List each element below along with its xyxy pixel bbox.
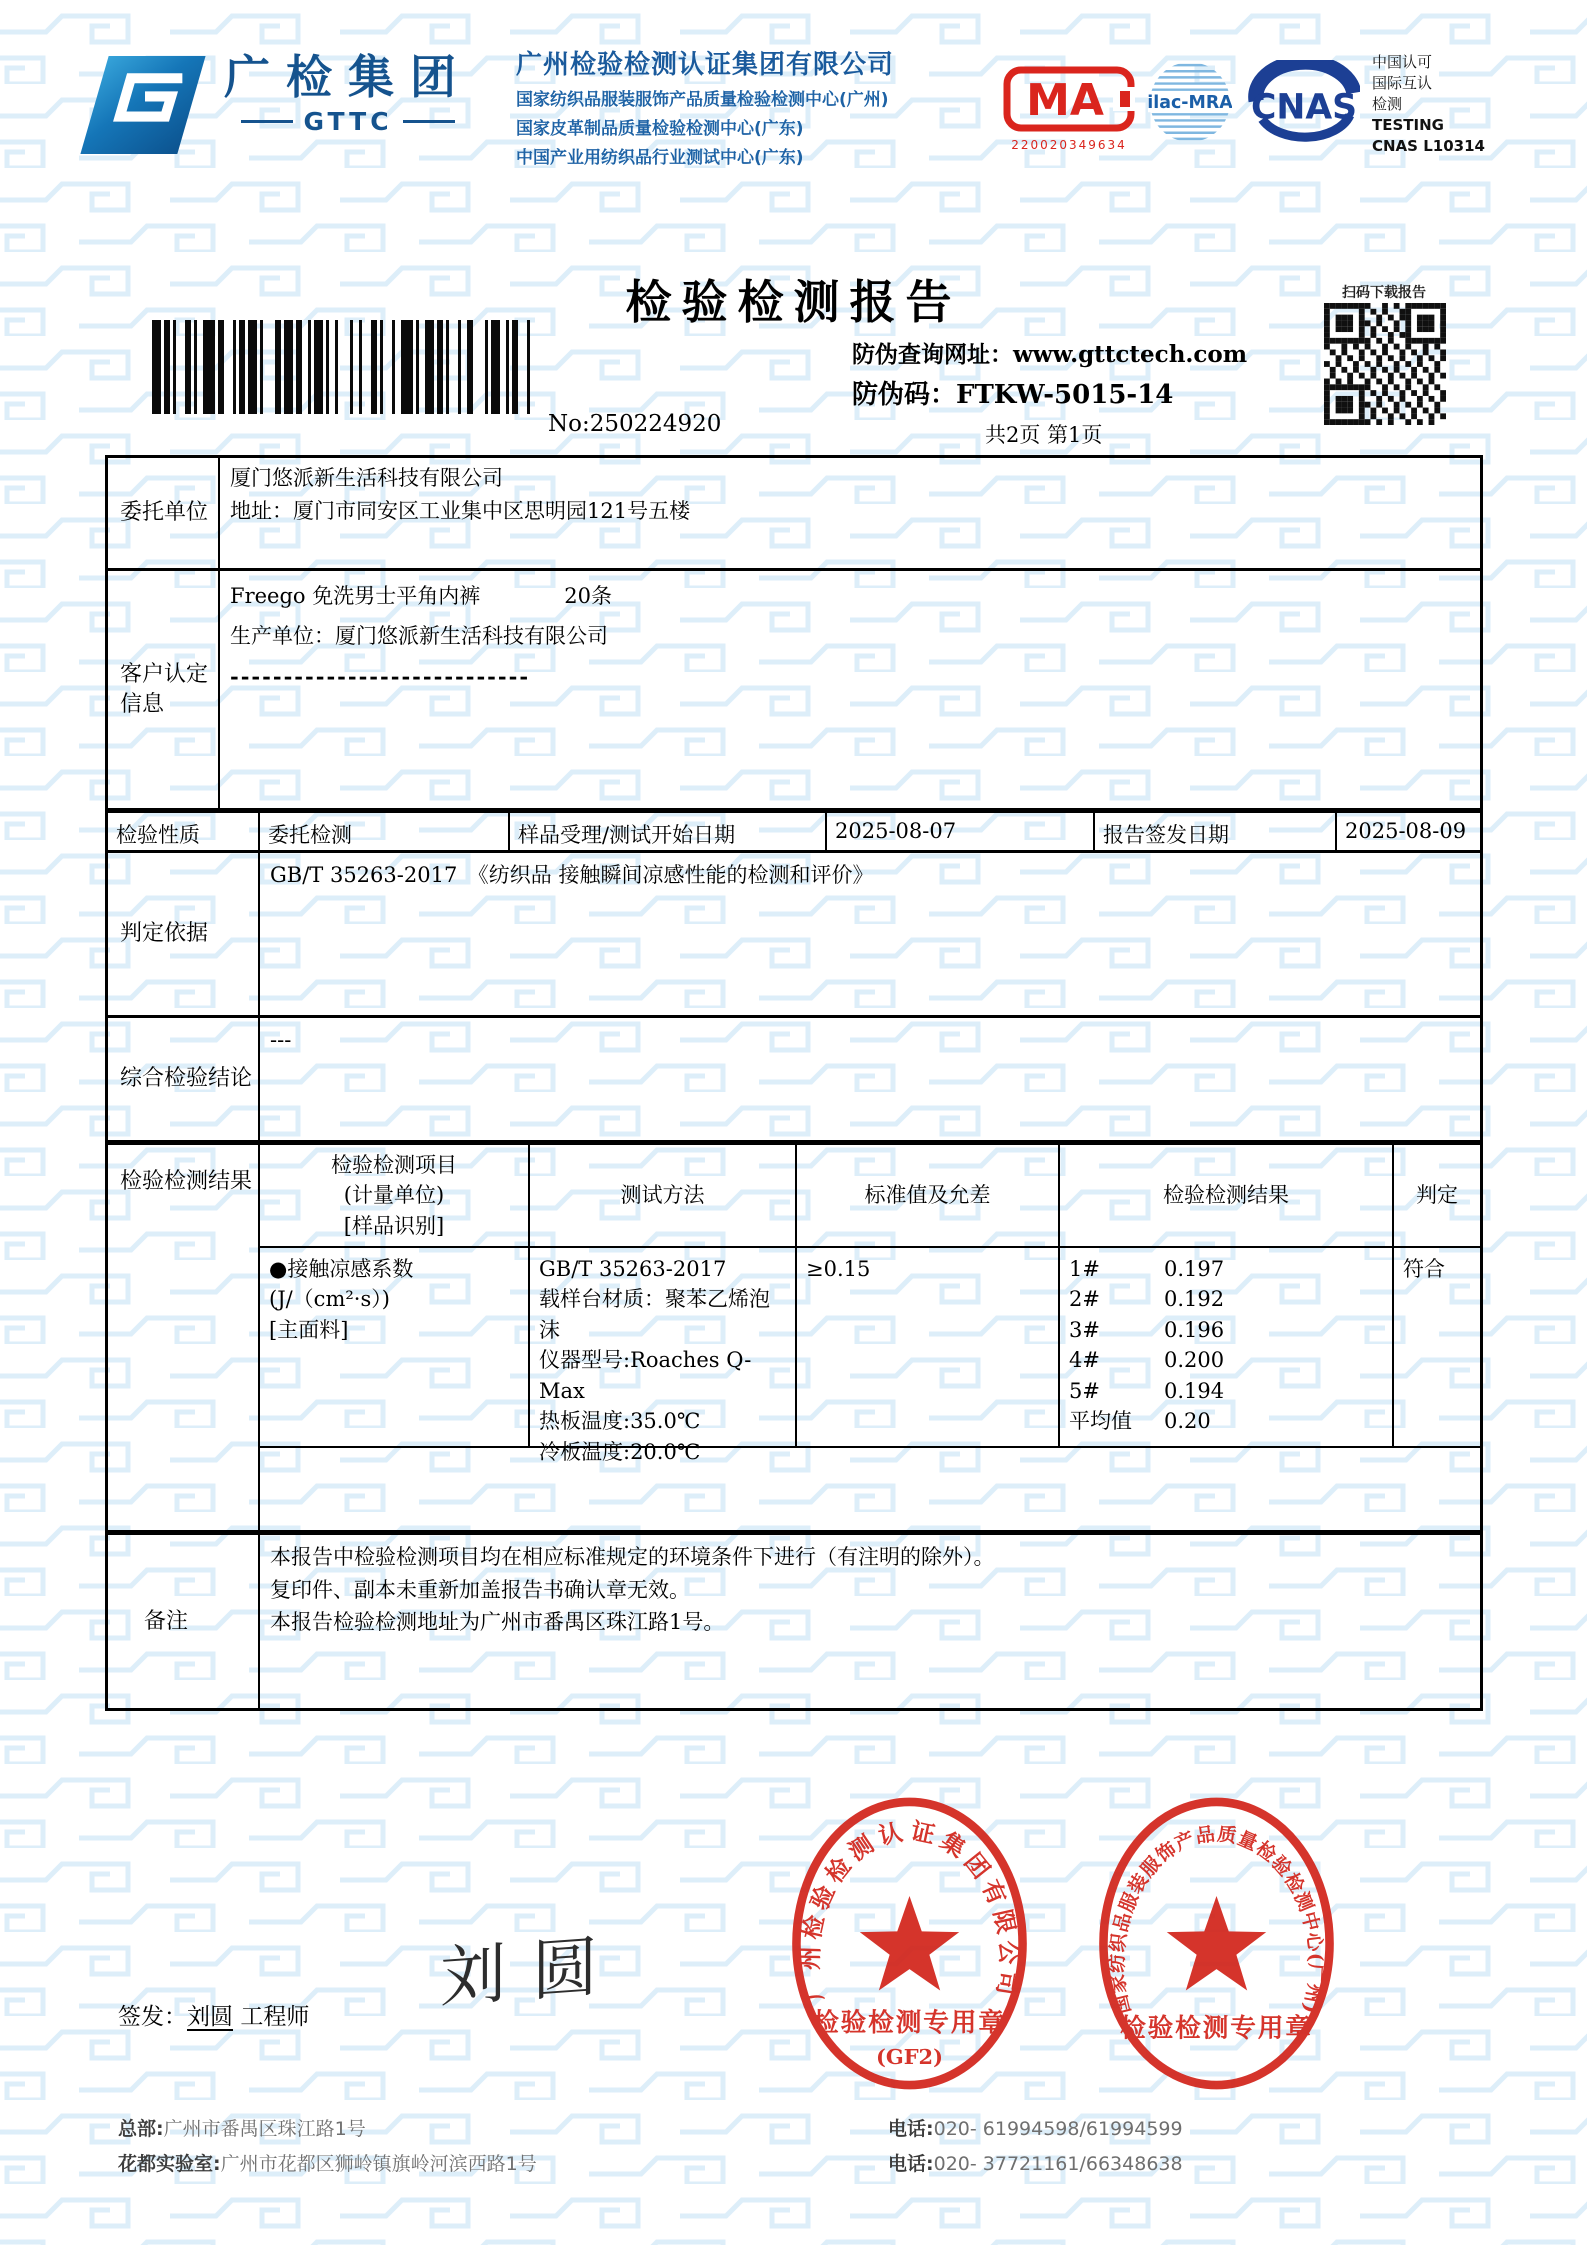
official-stamp-group <box>786 1790 1033 2097</box>
row-nature-dates <box>108 808 1480 850</box>
footer-row <box>118 2145 1478 2180</box>
org-center-line: 国家皮革制品质量检验检测中心(广东) <box>516 119 804 139</box>
footer-lab-label: 花都实验室: <box>118 2153 221 2175</box>
result-line-average: 平均值 0.20 <box>1069 1409 1211 1434</box>
cell-verdict: 符合 <box>1403 1257 1445 1281</box>
result-line: 3# 0.196 <box>1069 1317 1225 1342</box>
nature-value: 委托检测 <box>260 813 510 850</box>
svg-text:CNAS: CNAS <box>1250 87 1358 128</box>
issue-date: 2025-08-09 <box>1345 819 1467 843</box>
header-method: 测试方法 <box>530 1145 797 1246</box>
accreditation-text <box>1372 52 1485 157</box>
report-number: No:250224920 <box>548 411 722 437</box>
cnas-mark <box>1248 60 1360 148</box>
page-info: 共2页 第1页 <box>985 423 1103 447</box>
client-label: 委托单位 <box>108 458 220 568</box>
ilac-mra-mark <box>1148 60 1232 148</box>
accreditation-line: 国际互认 <box>1372 74 1433 92</box>
receive-date: 2025-08-07 <box>827 813 1095 850</box>
footer-phone: 020- 37721161/66348638 <box>933 2153 1183 2175</box>
accreditation-testing: TESTING <box>1372 116 1444 134</box>
barcode <box>152 320 536 414</box>
result-line: 2# 0.192 <box>1069 1287 1225 1312</box>
report-title: 检验检测报告 <box>625 275 962 329</box>
signature-line <box>118 1998 309 2031</box>
handwritten-signature: 刘圆 <box>440 1926 624 2017</box>
cnas-icon <box>1248 60 1360 144</box>
results-empty-strip <box>260 1448 1480 1530</box>
footer-phone-label: 电话: <box>888 2153 934 2175</box>
org-center-line: 国家纺织品服装服饰产品质量检验检测中心(广州) <box>516 90 889 110</box>
client-content <box>220 458 1480 568</box>
customer-info-label: 客户认定信息 <box>108 571 220 808</box>
conclusion-label: 综合检验结论 <box>108 1018 260 1140</box>
stamp-code-text: (GF2) <box>876 2044 943 2070</box>
footer-lab-address: 广州市花都区狮岭镇旗岭河滨西路1号 <box>220 2153 537 2175</box>
customer-info-content <box>220 571 1480 808</box>
row-basis <box>108 850 1480 1015</box>
separator-dashes: ---------------------------- <box>230 663 531 689</box>
organization-name: 广州检验检测认证集团有限公司 <box>516 50 895 80</box>
logo-dash-left <box>241 120 293 123</box>
report-table <box>105 455 1483 1711</box>
result-line: 1# 0.197 <box>1069 1257 1225 1281</box>
row-conclusion <box>108 1015 1480 1140</box>
logo-dash-right <box>403 120 455 123</box>
basis-content: GB/T 35263-2017 《纺织品 接触瞬间凉感性能的检测和评价》 <box>270 863 874 887</box>
cell-standard: ≥0.15 <box>797 1248 1060 1446</box>
cell-results <box>1060 1248 1394 1446</box>
issue-date-label: 报告签发日期 <box>1095 813 1337 850</box>
header-item: 检验检测项目 (计量单位) [样品识别] <box>260 1145 530 1246</box>
organization-block <box>516 44 996 168</box>
remark-line: 本报告检验检测地址为广州市番禺区珠江路1号。 <box>270 1610 725 1635</box>
producer: 生产单位：厦门悠派新生活科技有限公司 <box>230 623 608 648</box>
nature-label: 检验性质 <box>108 813 260 850</box>
client-address: 地址：厦门市同安区工业集中区思明园121号五楼 <box>230 498 691 523</box>
results-data-row <box>260 1248 1480 1464</box>
org-center-line: 中国产业用纺织品行业测试中心(广东) <box>516 148 804 168</box>
logo-english-name: GTTC <box>241 107 454 136</box>
footer-phone-label: 电话: <box>888 2118 934 2140</box>
stamp-purpose-text: 检验检测专用章 <box>813 2007 1006 2038</box>
result-line: 5# 0.194 <box>1069 1378 1225 1403</box>
footer-hq-label: 总部: <box>118 2118 164 2140</box>
sample-name: Freego 免洗男士平角内裤 20条 <box>230 584 612 608</box>
cma-icon <box>1003 66 1135 132</box>
anti-fake-code: 防伪码：FTKW-5015-14 <box>852 380 1174 410</box>
accreditation-line: 中国认可 <box>1372 53 1433 71</box>
stamp-arc-text: 广州检验检测认证集团有限公司 <box>795 1816 1024 2003</box>
svg-text:MA: MA <box>1026 75 1104 126</box>
footer-row <box>118 2110 1478 2145</box>
item-name: ●接触凉感系数 <box>269 1257 414 1281</box>
row-client <box>108 458 1480 568</box>
basis-label: 判定依据 <box>108 853 260 1015</box>
gttc-logo-icon <box>78 52 210 158</box>
item-unit: (J/（cm²·s）) <box>269 1287 390 1312</box>
accreditation-line: 检测 <box>1372 95 1403 113</box>
anti-fake-url: 防伪查询网址：www.gttctech.com <box>852 341 1248 368</box>
qr-code <box>1324 303 1446 425</box>
cell-item <box>260 1248 530 1446</box>
receive-date-label: 样品受理/测试开始日期 <box>510 813 827 850</box>
ilac-mra-icon <box>1148 60 1232 144</box>
remark-label: 备注 <box>108 1535 260 1708</box>
accreditation-cnas-no: CNAS L10314 <box>1372 137 1485 155</box>
logo-chinese-name: 广检集团 <box>224 50 472 104</box>
stamp-star-icon <box>1167 1896 1266 1991</box>
footer-hq-address: 广州市番禺区珠江路1号 <box>163 2118 366 2140</box>
results-section-label: 检验检测结果 <box>108 1145 260 1530</box>
row-results-section <box>108 1140 1480 1530</box>
row-customer-info <box>108 568 1480 808</box>
footer-phone: 020- 61994598/61994599 <box>933 2118 1183 2140</box>
sign-label: 签发： <box>118 2004 187 2030</box>
center-stamp <box>1093 1790 1340 2097</box>
footer <box>118 2110 1478 2180</box>
client-name: 厦门悠派新生活科技有限公司 <box>230 466 503 490</box>
stamp-purpose-text: 检验检测专用章 <box>1120 2013 1313 2044</box>
header-verdict: 判定 <box>1416 1183 1458 1208</box>
item-sample-id: [主面料] <box>269 1317 349 1342</box>
remark-content <box>260 1535 1480 1708</box>
header-standard: 标准值及允差 <box>797 1145 1060 1246</box>
result-line: 4# 0.200 <box>1069 1348 1225 1373</box>
stamp-arc-text: 国家纺织品服装服饰产品质量检验检测中心(广州) <box>1106 1823 1327 2017</box>
remark-line: 复印件、副本未重新加盖报告书确认章无效。 <box>270 1577 690 1602</box>
header-result: 检验检测结果 <box>1060 1145 1394 1246</box>
results-header-row <box>260 1145 1480 1248</box>
qr-code-label: 扫码下载报告 <box>1342 285 1426 301</box>
remark-line: 本报告中检验检测项目均在相应标准规定的环境条件下进行（有注明的除外）。 <box>270 1545 995 1569</box>
svg-text:ilac-MRA: ilac-MRA <box>1148 93 1232 114</box>
gttc-logo <box>78 52 472 158</box>
cma-mark <box>1003 66 1135 152</box>
results-grid <box>260 1145 1480 1530</box>
signer-title: 工程师 <box>240 2004 310 2030</box>
signer-name: 刘圆 <box>187 2004 233 2030</box>
cma-number: 220020349634 <box>1011 138 1127 152</box>
cell-method: GB/T 35263-2017 载样台材质：聚苯乙烯泡沫 仪器型号:Roaches Q-Max 热板温度:35.0℃ 冷板温度:20.0℃ <box>530 1248 797 1446</box>
conclusion-content: --- <box>270 1028 292 1052</box>
row-remark <box>108 1530 1480 1708</box>
stamp-star-icon <box>860 1896 959 1991</box>
